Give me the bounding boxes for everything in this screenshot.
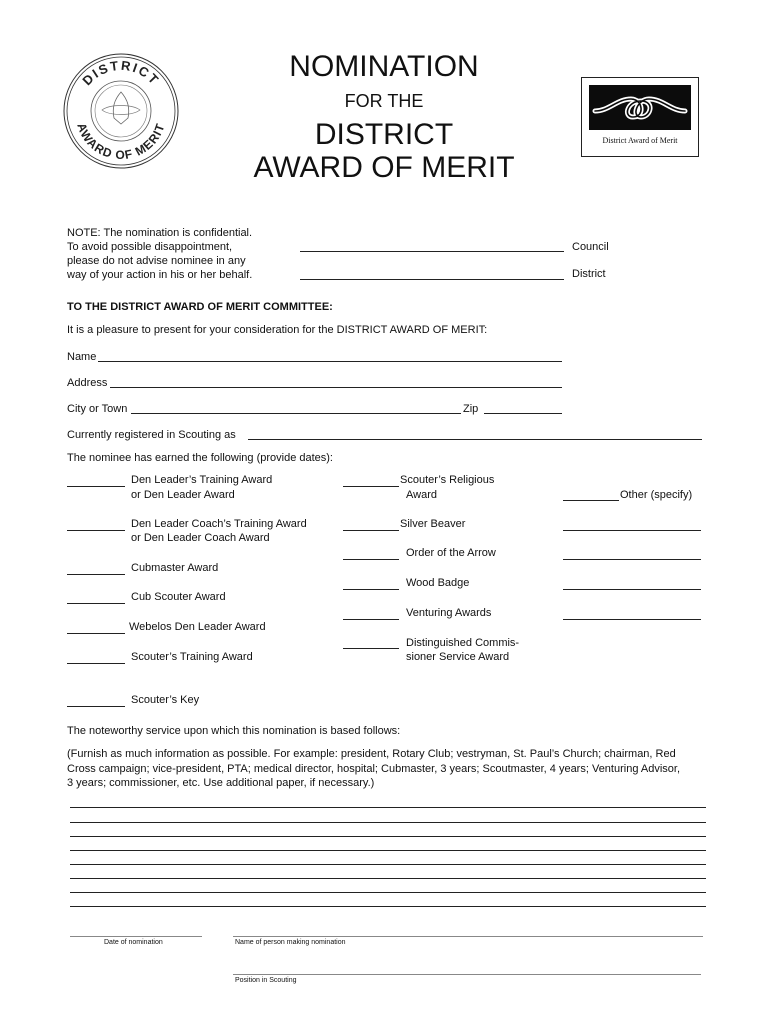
other-field[interactable] bbox=[563, 559, 701, 560]
knot-badge-caption: District Award of Merit bbox=[602, 136, 678, 145]
awards-intro: The nominee has earned the following (provide dates): bbox=[67, 452, 333, 464]
square-knot-icon bbox=[589, 85, 691, 130]
service-line[interactable] bbox=[70, 807, 706, 808]
zip-field[interactable] bbox=[484, 413, 562, 414]
award-date-field[interactable] bbox=[67, 603, 125, 604]
committee-heading: TO THE DISTRICT AWARD OF MERIT COMMITTEE: bbox=[67, 301, 333, 313]
date-of-nomination-field[interactable] bbox=[70, 936, 202, 937]
service-line[interactable] bbox=[70, 850, 706, 851]
award-label: Silver Beaver bbox=[400, 518, 466, 530]
nominator-name-field[interactable] bbox=[233, 936, 703, 937]
award-label-cont: Award bbox=[406, 489, 437, 501]
position-label: Position in Scouting bbox=[235, 977, 297, 984]
note-line-3: please do not advise nominee in any bbox=[67, 255, 246, 267]
award-date-field[interactable] bbox=[67, 663, 125, 664]
other-field[interactable] bbox=[563, 619, 701, 620]
service-line[interactable] bbox=[70, 892, 706, 893]
other-field[interactable] bbox=[563, 530, 701, 531]
title-district: DISTRICT bbox=[314, 118, 454, 151]
award-label: Den Leader Coach’s Training Award bbox=[131, 518, 307, 530]
title-for-the: FOR THE bbox=[344, 91, 424, 111]
award-label: Distinguished Commis- bbox=[406, 637, 520, 649]
nominator-name-label: Name of person making nomination bbox=[235, 939, 346, 946]
intro-text: It is a pleasure to present for your consideration for the DISTRICT AWARD OF MERIT: bbox=[67, 324, 488, 336]
council-field[interactable] bbox=[300, 251, 564, 252]
other-label: Other (specify) bbox=[620, 489, 693, 501]
title-award-of-merit: AWARD OF MERIT bbox=[253, 151, 515, 184]
date-of-nomination-label: Date of nomination bbox=[104, 939, 163, 946]
award-label: Scouter’s Training Award bbox=[131, 651, 253, 663]
title-nomination: NOMINATION bbox=[289, 50, 479, 83]
furnish-line-1: (Furnish as much information as possible. For example: president, Rotary Club; vestryman, St. Paul’s Church; chairman, Red bbox=[67, 748, 676, 760]
award-date-field[interactable] bbox=[343, 530, 399, 531]
service-line[interactable] bbox=[70, 906, 706, 907]
note-line-4: way of your action in his or her behalf. bbox=[67, 269, 253, 281]
note-line-1: NOTE: The nomination is confidential. bbox=[67, 227, 253, 239]
service-line[interactable] bbox=[70, 822, 706, 823]
award-date-field[interactable] bbox=[343, 619, 399, 620]
name-field[interactable] bbox=[98, 361, 562, 362]
service-line[interactable] bbox=[70, 836, 706, 837]
council-label: Council bbox=[572, 241, 609, 253]
address-label: Address bbox=[67, 377, 108, 389]
seal-graphic bbox=[62, 52, 180, 170]
knot-badge bbox=[581, 77, 699, 157]
other-field[interactable] bbox=[563, 589, 701, 590]
award-label: Cub Scouter Award bbox=[131, 591, 226, 603]
other-date-field[interactable] bbox=[563, 500, 619, 501]
furnish-line-3: 3 years; commissioner, etc. Use additional paper, if necessary.) bbox=[67, 777, 375, 789]
award-label: Order of the Arrow bbox=[406, 547, 496, 559]
award-label: Scouter’s Religious bbox=[400, 474, 495, 486]
district-field[interactable] bbox=[300, 279, 564, 280]
award-date-field[interactable] bbox=[67, 706, 125, 707]
award-date-field[interactable] bbox=[67, 633, 125, 634]
service-line[interactable] bbox=[70, 878, 706, 879]
award-date-field[interactable] bbox=[343, 486, 399, 487]
registered-field[interactable] bbox=[248, 439, 702, 440]
position-field[interactable] bbox=[233, 974, 701, 975]
award-label: Scouter’s Key bbox=[131, 694, 200, 706]
award-label: Venturing Awards bbox=[406, 607, 492, 619]
seal-top-text: DISTRICT bbox=[79, 57, 163, 89]
registered-label: Currently registered in Scouting as bbox=[67, 429, 236, 441]
service-intro: The noteworthy service upon which this nomination is based follows: bbox=[67, 725, 401, 737]
furnish-line-2: Cross campaign; vice-president, PTA; medical director, hospital; Cubmaster, 3 years; Scoutmaster, 4 years; Venturing Advisor, bbox=[67, 763, 681, 775]
award-date-field[interactable] bbox=[67, 486, 125, 487]
district-label: District bbox=[572, 268, 606, 280]
award-date-field[interactable] bbox=[67, 530, 125, 531]
name-label: Name bbox=[67, 351, 97, 363]
district-award-seal bbox=[62, 52, 180, 170]
award-label-cont: sioner Service Award bbox=[406, 651, 510, 663]
award-label-cont: or Den Leader Coach Award bbox=[131, 532, 270, 544]
zip-label: Zip bbox=[463, 403, 479, 415]
award-date-field[interactable] bbox=[343, 648, 399, 649]
seal-bottom-text: AWARD OF MERIT bbox=[74, 121, 168, 163]
award-label: Cubmaster Award bbox=[131, 562, 219, 574]
award-date-field[interactable] bbox=[343, 589, 399, 590]
award-label: Den Leader’s Training Award bbox=[131, 474, 273, 486]
award-label-cont: or Den Leader Award bbox=[131, 489, 235, 501]
award-date-field[interactable] bbox=[343, 559, 399, 560]
knot-emblem bbox=[589, 85, 691, 130]
address-field[interactable] bbox=[110, 387, 562, 388]
award-label: Wood Badge bbox=[406, 577, 470, 589]
svg-text:AWARD OF MERIT bbox=[74, 121, 167, 162]
award-date-field[interactable] bbox=[67, 574, 125, 575]
city-label: City or Town bbox=[67, 403, 128, 415]
note-line-2: To avoid possible disappointment, bbox=[67, 241, 233, 253]
service-line[interactable] bbox=[70, 864, 706, 865]
award-label: Webelos Den Leader Award bbox=[129, 621, 266, 633]
city-field[interactable] bbox=[131, 413, 461, 414]
